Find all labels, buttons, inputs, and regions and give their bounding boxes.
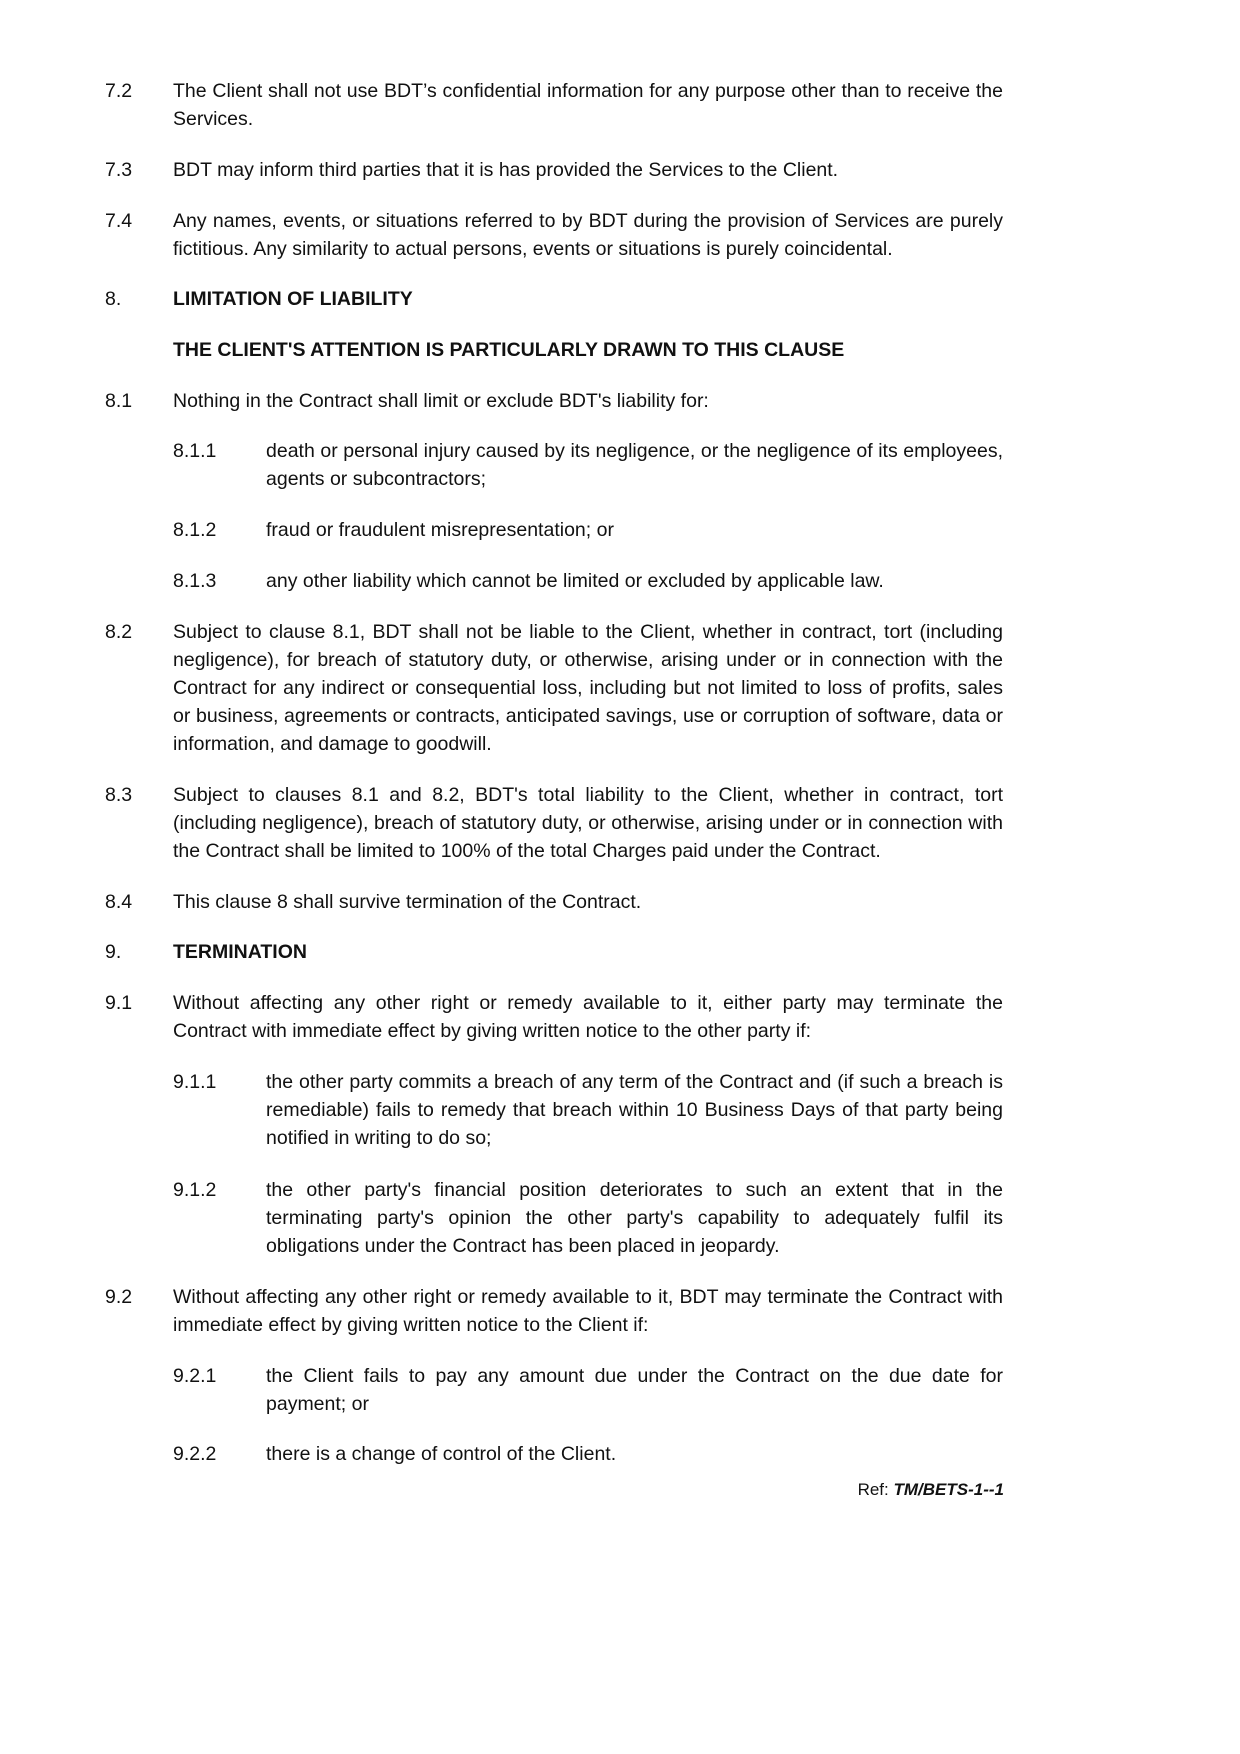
subclause-number: 9.2.2	[173, 1443, 217, 1465]
subclause-number: 8.1.3	[173, 570, 217, 592]
clause-number: 7.2	[105, 80, 133, 102]
ref-code: TM/BETS-1--1	[893, 1480, 1004, 1499]
clause-text: Without affecting any other right or remedy available to it, either party may terminate the Contract with immediate effect by giving written notice to the other party if:	[173, 992, 1003, 1042]
subclause-number: 9.2.1	[173, 1365, 217, 1387]
clause-number: 9.2	[105, 1286, 133, 1308]
clause-number: 8.2	[105, 621, 133, 643]
page-reference	[858, 1478, 1004, 1502]
clause-text: Nothing in the Contract shall limit or exclude BDT's liability for:	[173, 390, 709, 412]
clause-text: Any names, events, or situations referred to by BDT during the provision of Services are purely fictitious. Any similarity to actual persons, events or situations is purely coincidental.	[173, 210, 1003, 260]
clause-number: 7.3	[105, 159, 133, 181]
clause-text: BDT may inform third parties that it is has provided the Services to the Client.	[173, 159, 839, 181]
clause-text: The Client shall not use BDT’s confidential information for any purpose other than to receive the Services.	[173, 80, 1003, 130]
subclause-text: the other party commits a breach of any term of the Contract and (if such a breach is remediable) fails to remedy that breach within 10 Business Days of that party being notified in writing to do so;	[266, 1071, 1003, 1149]
clause-number: 9.1	[105, 992, 133, 1014]
attention-notice: THE CLIENT'S ATTENTION IS PARTICULARLY DRAWN TO THIS CLAUSE	[173, 339, 845, 361]
subclause-text: any other liability which cannot be limited or excluded by applicable law.	[266, 570, 884, 592]
clause-text: Subject to clauses 8.1 and 8.2, BDT's total liability to the Client, whether in contract, tort (including negligence), breach of statutory duty, or otherwise, arising under or in connection with the Contract shall be limited to 100% of the total Charges paid under the Contract.	[173, 784, 1003, 862]
ref-label: Ref:	[857, 1480, 889, 1499]
subclause-text: there is a change of control of the Client.	[266, 1443, 617, 1465]
subclause-number: 8.1.1	[173, 440, 217, 462]
section-number: 8.	[105, 288, 122, 310]
subclause-number: 9.1.1	[173, 1071, 217, 1093]
clause-text: Subject to clause 8.1, BDT shall not be liable to the Client, whether in contract, tort (including negligence), for breach of statutory duty, or otherwise, arising under or in connection with the Contract for any indirect or consequential loss, including but not limited to loss of profits, sales or business, agreements or contracts, anticipated savings, use or corruption of software, data or information, and damage to goodwill.	[173, 621, 1003, 755]
subclause-number: 9.1.2	[173, 1179, 217, 1201]
section-number: 9.	[105, 941, 122, 963]
section-title: TERMINATION	[173, 941, 307, 963]
section-title: LIMITATION OF LIABILITY	[173, 288, 413, 310]
clause-text: This clause 8 shall survive termination of the Contract.	[173, 891, 642, 913]
clause-text: Without affecting any other right or remedy available to it, BDT may terminate the Contract with immediate effect by giving written notice to the Client if:	[173, 1286, 1003, 1336]
subclause-text: the other party's financial position deteriorates to such an extent that in the terminating party's opinion the other party's capability to adequately fulfil its obligations under the Contract has been placed in jeopardy.	[266, 1179, 1003, 1257]
clause-number: 8.1	[105, 390, 133, 412]
subclause-text: fraud or fraudulent misrepresentation; or	[266, 519, 614, 541]
subclause-number: 8.1.2	[173, 519, 217, 541]
clause-number: 8.3	[105, 784, 133, 806]
clause-number: 7.4	[105, 210, 133, 232]
subclause-text: the Client fails to pay any amount due under the Contract on the due date for payment; or	[266, 1365, 1003, 1415]
subclause-text: death or personal injury caused by its negligence, or the negligence of its employees, agents or subcontractors;	[266, 440, 1003, 490]
clause-number: 8.4	[105, 891, 133, 913]
